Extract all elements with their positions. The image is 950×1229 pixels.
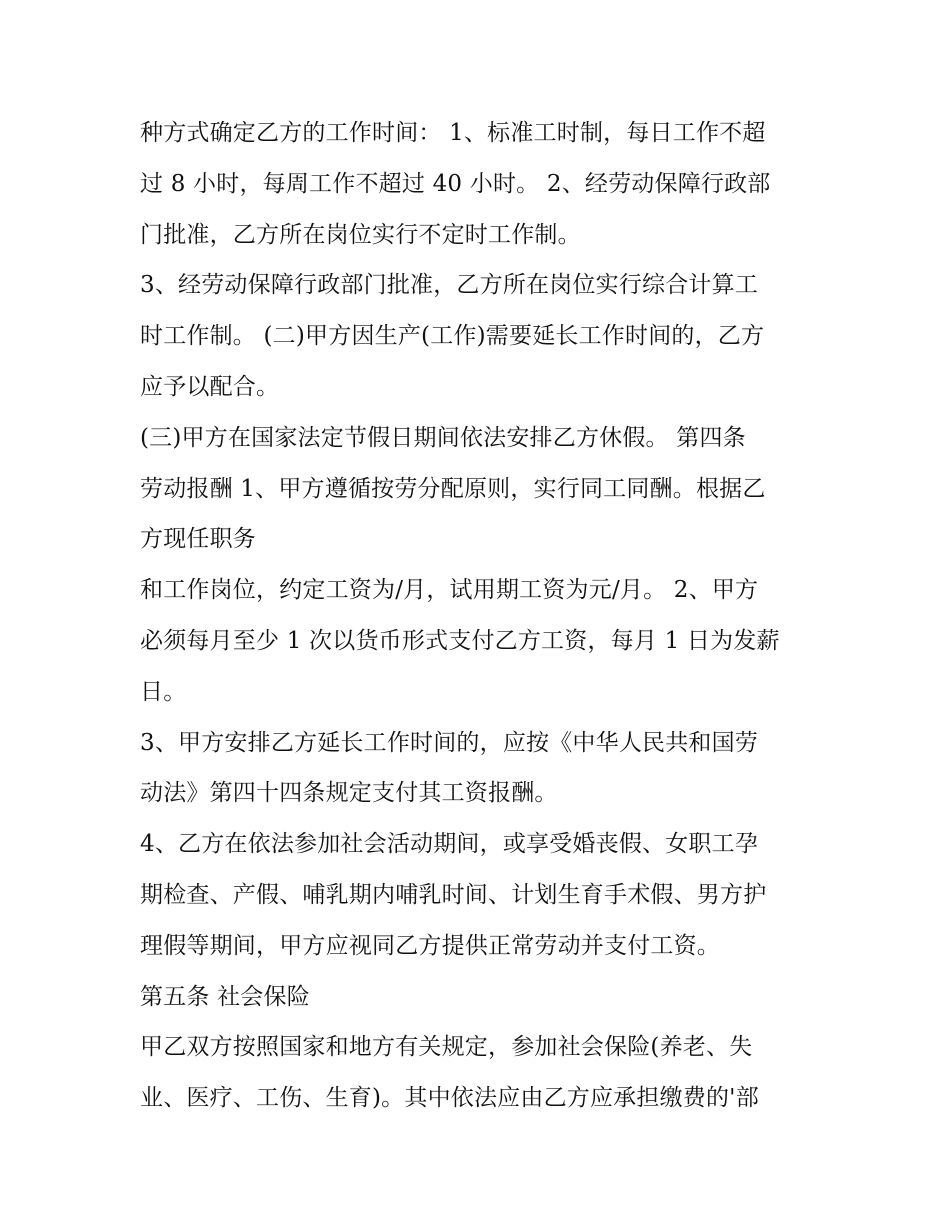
- text-line: 方现任职务: [140, 526, 256, 553]
- text-line: 动法》第四十四条规定支付其工资报酬。: [140, 780, 558, 807]
- text-line: 期检查、产假、哺乳期内哺乳时间、计划生育手术假、男方护: [140, 881, 767, 908]
- text-line: 时工作制。 (二)甲方因生产(工作)需要延长工作时间的，乙方: [140, 323, 765, 350]
- section-heading: 第五条 社会保险: [140, 983, 310, 1010]
- text-line: 3、甲方安排乙方延长工作时间的，应按《中华人民共和国劳: [140, 729, 759, 756]
- text-line: 种方式确定乙方的工作时间： 1、标准工时制，每日工作不超: [140, 120, 766, 146]
- text-line: 业、医疗、工伤、生育)。其中依法应由乙方应承担缴费的'部: [140, 1085, 759, 1112]
- text-line: 劳动报酬 1、甲方遵循按劳分配原则，实行同工同酬。根据乙: [140, 475, 766, 502]
- text-line: 4、乙方在依法参加社会活动期间，或享受婚丧假、女职工孕: [140, 831, 759, 858]
- text-line: 3、经劳动保障行政部门批准，乙方所在岗位实行综合计算工: [140, 272, 759, 299]
- text-line: (三)甲方在国家法定节假日期间依法安排乙方休假。 第四条: [140, 424, 746, 451]
- text-line: 应予以配合。: [140, 373, 280, 400]
- text-line: 甲乙双方按照国家和地方有关规定，参加社会保险(养老、失: [140, 1034, 753, 1061]
- text-line: 理假等期间，甲方应视同乙方提供正常劳动并支付工资。: [140, 932, 720, 959]
- text-line: 过 8 小时，每周工作不超过 40 小时。 2、经劳动保障行政部: [140, 170, 771, 197]
- document-body: [140, 108, 820, 1124]
- text-line: 和工作岗位，约定工资为/月，试用期工资为元/月。 2、甲方: [140, 577, 759, 604]
- text-line: 门批准，乙方所在岗位实行不定时工作制。: [140, 221, 581, 248]
- text-line: 日。: [140, 678, 187, 705]
- text-line: 必须每月至少 1 次以货币形式支付乙方工资，每月 1 日为发薪: [140, 627, 780, 654]
